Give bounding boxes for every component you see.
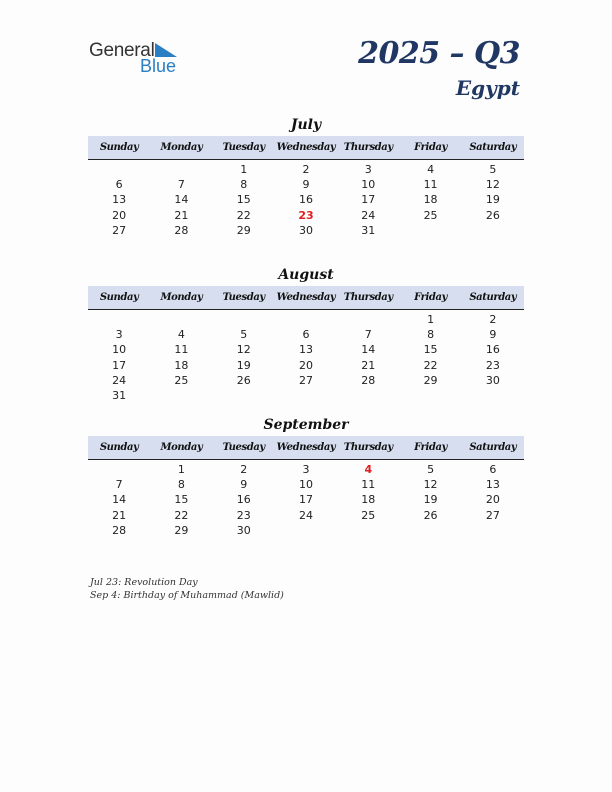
day-cell: 17 [298,493,313,507]
day-cell: 10 [298,478,313,492]
weekday-label: Wednesday [276,292,336,303]
weekday-label: Monday [160,142,203,153]
day-cell: 20 [485,493,500,507]
day-cell: 3 [364,163,372,176]
day-cell: 8 [427,328,435,342]
day-cell: 7 [364,328,372,342]
day-cell: 13 [485,478,500,492]
day-cell: 26 [236,373,251,387]
day-cell: 10 [112,343,127,357]
week-row [88,477,524,492]
day-cell: 29 [236,223,251,237]
day-cell: 22 [423,358,438,372]
day-cell: 9 [489,328,497,342]
day-cell: 28 [112,523,127,537]
day-cell [337,388,399,403]
weekday-label: Wednesday [276,442,336,453]
week-row [88,162,524,177]
weekday-header [88,286,524,310]
day-cell: 23 [236,508,251,522]
day-cell: 29 [174,523,189,537]
day-cell: 20 [298,358,313,372]
day-cell: 27 [298,373,313,387]
week-row [88,223,524,238]
day-cell: 11 [174,343,189,357]
day-cell: 3 [115,328,123,342]
day-cell: 14 [112,493,127,507]
holiday-notes [90,576,284,602]
day-cell: 18 [174,358,189,372]
day-cell: 28 [174,223,189,237]
day-cell: 7 [177,178,185,192]
month-july [88,116,524,238]
day-cell: 26 [485,208,500,222]
weekday-header [88,136,524,160]
weekday-label: Friday [414,442,447,453]
month-august [88,266,524,403]
day-cell: 31 [112,388,127,402]
day-cell: 31 [361,223,376,237]
day-cell: 1 [427,313,435,326]
calendar-grid [88,162,524,238]
day-cell: 7 [115,478,123,492]
day-cell: 4 [177,328,185,342]
month-september [88,416,524,538]
day-cell: 1 [177,463,185,476]
day-cell: 22 [236,208,251,222]
day-cell [213,388,275,403]
weekday-label: Sunday [99,442,139,453]
calendar-grid [88,312,524,403]
day-cell: 13 [298,343,313,357]
week-row [88,492,524,507]
day-cell [150,312,212,327]
day-cell [150,162,212,177]
day-cell: 15 [423,343,438,357]
weekday-label: Tuesday [222,142,265,153]
week-row [88,177,524,192]
day-cell: 27 [485,508,500,522]
weekday-label: Saturday [469,142,517,153]
day-cell: 18 [423,193,438,207]
day-cell: 20 [112,208,127,222]
week-row [88,312,524,327]
day-cell [88,462,150,477]
day-cell: 8 [177,478,185,492]
day-cell [399,388,461,403]
day-cell: 2 [302,163,310,176]
day-cell: 28 [361,373,376,387]
week-row [88,373,524,388]
day-cell: 18 [361,493,376,507]
week-row [88,192,524,207]
weekday-label: Saturday [469,442,517,453]
generalblue-logo [89,40,189,76]
day-cell: 21 [112,508,127,522]
week-row [88,358,524,373]
day-cell: 27 [112,223,127,237]
day-cell [337,523,399,538]
weekday-label: Thursday [343,292,393,303]
weekday-label: Thursday [343,442,393,453]
day-cell: 24 [298,508,313,522]
day-cell [462,388,524,403]
weekday-header [88,436,524,460]
day-cell: 16 [298,193,313,207]
day-cell: 30 [298,223,313,237]
day-cell: 21 [174,208,189,222]
day-cell [462,523,524,538]
week-row [88,208,524,223]
weekday-label: Sunday [99,292,139,303]
weekday-label: Wednesday [276,142,336,153]
day-cell: 23 [485,358,500,372]
day-cell: 16 [236,493,251,507]
day-cell: 16 [485,343,500,357]
day-cell [275,312,337,327]
day-cell: 17 [361,193,376,207]
day-cell: 10 [361,178,376,192]
day-cell: 14 [361,343,376,357]
day-cell [213,312,275,327]
day-cell: 13 [112,193,127,207]
day-cell: 12 [485,178,500,192]
week-row [88,508,524,523]
day-cell: 3 [302,463,310,476]
calendar-grid [88,462,524,538]
day-cell: 15 [174,493,189,507]
day-cell [462,223,524,238]
weekday-label: Saturday [469,292,517,303]
day-cell [88,162,150,177]
day-cell: 25 [423,208,438,222]
day-cell: 5 [427,463,435,476]
day-cell: 8 [240,178,248,192]
country-name: Egypt [455,76,520,100]
day-cell [150,388,212,403]
week-row [88,388,524,403]
holiday-day-cell: 4 [364,463,373,476]
day-cell: 25 [174,373,189,387]
logo-general-text: General [89,40,155,61]
day-cell: 11 [423,178,438,192]
week-row [88,523,524,538]
week-row [88,327,524,342]
day-cell: 24 [361,208,376,222]
day-cell: 1 [240,163,248,176]
day-cell: 19 [485,193,500,207]
holiday-day-cell: 23 [298,208,314,222]
weekday-label: Monday [160,292,203,303]
page-title: 2025 – Q3 [358,36,520,71]
month-title: September [263,417,349,433]
day-cell: 12 [236,343,251,357]
day-cell: 19 [423,493,438,507]
weekday-label: Thursday [343,142,393,153]
day-cell: 14 [174,193,189,207]
day-cell [399,223,461,238]
month-title: August [278,267,334,283]
day-cell [275,523,337,538]
weekday-label: Tuesday [222,442,265,453]
day-cell: 25 [361,508,376,522]
day-cell: 9 [240,478,248,492]
day-cell: 5 [240,328,248,342]
day-cell: 22 [174,508,189,522]
day-cell: 4 [427,163,435,176]
weekday-label: Friday [414,142,447,153]
day-cell: 11 [361,478,376,492]
day-cell: 24 [112,373,127,387]
day-cell: 5 [489,163,497,176]
day-cell: 30 [485,373,500,387]
day-cell: 6 [489,463,497,476]
day-cell: 2 [240,463,248,476]
day-cell: 26 [423,508,438,522]
day-cell [88,312,150,327]
day-cell: 6 [115,178,123,192]
weekday-label: Tuesday [222,292,265,303]
day-cell [275,388,337,403]
day-cell: 17 [112,358,127,372]
holiday-note: Sep 4: Birthday of Muhammad (Mawlid) [90,590,284,601]
day-cell: 30 [236,523,251,537]
weekday-label: Sunday [99,142,139,153]
weekday-label: Monday [160,442,203,453]
holiday-note: Jul 23: Revolution Day [90,577,198,588]
week-row [88,462,524,477]
logo-blue-text: Blue [140,56,177,76]
week-row [88,342,524,357]
day-cell: 2 [489,313,497,326]
day-cell [399,523,461,538]
month-title: July [290,117,322,133]
day-cell: 9 [302,178,310,192]
weekday-label: Friday [414,292,447,303]
day-cell: 12 [423,478,438,492]
day-cell: 29 [423,373,438,387]
day-cell [337,312,399,327]
day-cell: 19 [236,358,251,372]
day-cell: 6 [302,328,310,342]
day-cell: 15 [236,193,251,207]
day-cell: 21 [361,358,376,372]
